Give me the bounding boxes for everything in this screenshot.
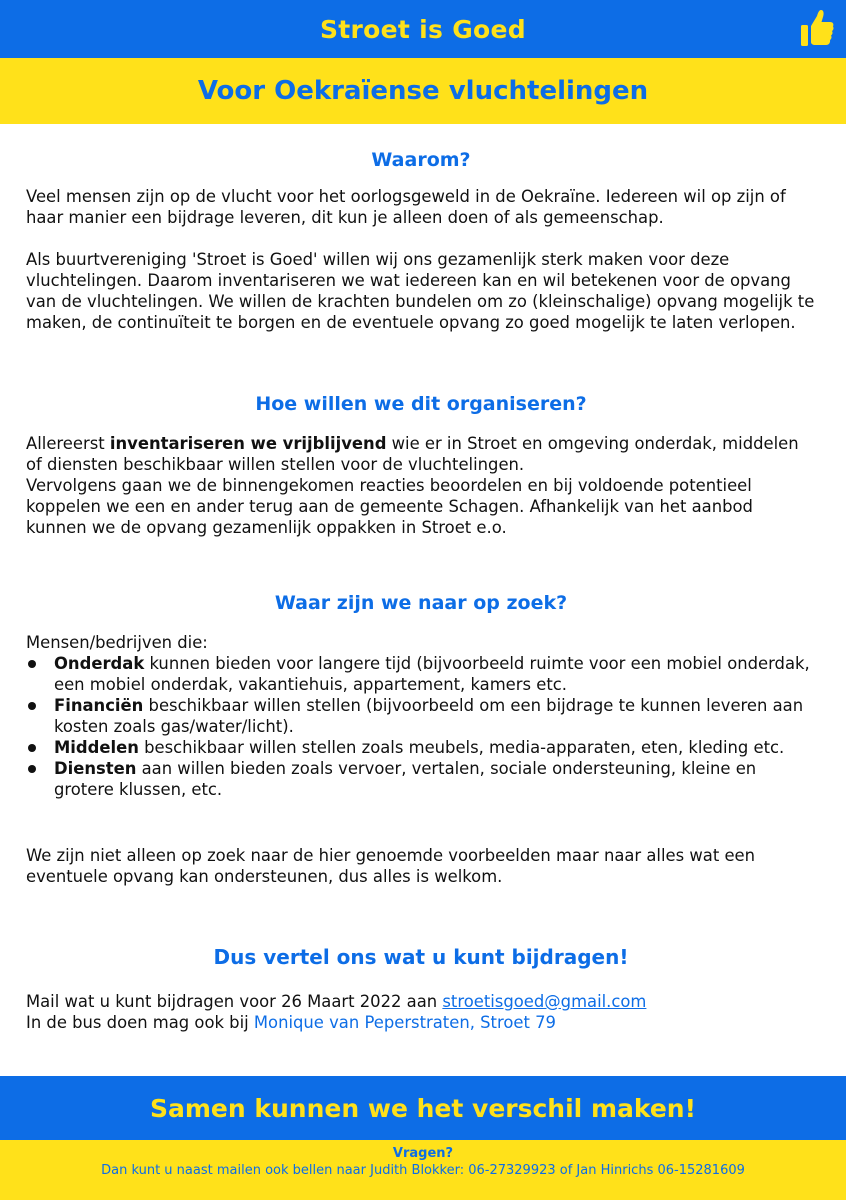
list-item: [26, 653, 816, 695]
header-bar: [0, 0, 846, 58]
list-item-text: aan willen bieden zoals vervoer, vertalen, sociale ondersteuning, kleine en grotere klussen, etc.: [54, 759, 757, 799]
bullet-icon: [28, 702, 36, 710]
needs-list: [26, 653, 816, 800]
list-item: [26, 758, 816, 800]
paragraph-waarom-1: Veel mensen zijn op de vlucht voor het oorlogsgeweld in de Oekraïne. Iedereen wil op zijn of haar manier een bijdrage leveren, dit kun je alleen doen of als gemeenschap.: [26, 187, 786, 227]
bullet-icon: [28, 660, 36, 668]
list-item-text: beschikbaar willen stellen (bijvoorbeeld om een bijdrage te kunnen leveren aan kosten zoals gas/water/licht).: [54, 696, 804, 736]
list-item-text: beschikbaar willen stellen zoals meubels, media-apparaten, eten, kleding etc.: [138, 738, 785, 757]
heading-waarom: Waarom?: [371, 149, 471, 171]
subtitle-band: [0, 58, 846, 124]
paragraph-waar-intro: Mensen/bedrijven die:: [26, 633, 208, 652]
hoe-text-start: Allereerst: [26, 434, 110, 453]
hoe-text-2: Vervolgens gaan we de binnengekomen reacties beoordelen en bij voldoende potentieel koppelen we een en ander terug aan de gemeente Schagen. Afhankelijk van het aanbod kunnen we de opvang gezamenlijk oppakken in Stroet e.o.: [26, 476, 753, 537]
list-item-bold: Middelen: [54, 738, 139, 757]
paragraph-hoe: [26, 433, 816, 538]
mail-text: Mail wat u kunt bijdragen voor 26 Maart 2022 aan: [26, 992, 443, 1011]
bus-address: Monique van Peperstraten, Stroet 79: [253, 1013, 556, 1032]
paragraph-waar-outro: We zijn niet alleen op zoek naar de hier genoemde voorbeelden maar naar alles wat een eventuele opvang kan ondersteunen, dus alles is welkom.: [26, 846, 756, 886]
slogan-bar: [0, 1076, 846, 1140]
heading-hoe: Hoe willen we dit organiseren?: [255, 393, 587, 415]
list-item-bold: Financiën: [54, 696, 144, 715]
paragraph-waarom-2: Als buurtvereniging 'Stroet is Goed' willen wij ons gezamenlijk sterk maken voor deze vluchtelingen. Daarom inventariseren we wat iedereen kan en wil betekenen voor de opvang van de vluchtelingen. We willen de krachten bundelen om zo (kleinschalige) opvang mogelijk te maken, de continuïteit te borgen en de eventuele opvang zo goed mogelijk te laten verlopen.: [26, 250, 815, 332]
slogan-text: Samen kunnen we het verschil maken!: [150, 1093, 696, 1123]
brand-title: Stroet is Goed: [320, 14, 526, 44]
list-item-bold: Onderdak: [54, 654, 145, 673]
heading-waar: Waar zijn we naar op zoek?: [274, 592, 568, 614]
hoe-text-bold: inventariseren we vrijblijvend: [109, 434, 387, 453]
list-item: [26, 737, 816, 758]
email-link[interactable]: stroetisgoed@gmail.com: [442, 992, 647, 1011]
footer-contact: Dan kunt u naast mailen ook bellen naar Judith Blokker: 06-27329923 of Jan Hinrichs 06-15281609: [101, 1163, 745, 1178]
list-item-text: kunnen bieden voor langere tijd (bijvoorbeeld ruimte voor een mobiel onderdak, een mobiel onderdak, vakantiehuis, appartement, kamers etc.: [54, 654, 810, 694]
bus-text: In de bus doen mag ook bij: [26, 1013, 254, 1032]
footer: [0, 1140, 846, 1200]
bullet-icon: [28, 765, 36, 773]
bullet-icon: [28, 744, 36, 752]
footer-question: Vragen?: [392, 1146, 454, 1161]
hoe-text-rest: wie er in Stroet en omgeving onderdak, middelen of diensten beschikbaar willen stellen voor de vluchtelingen.: [26, 434, 799, 474]
paragraph-contact: [26, 991, 816, 1033]
heading-dus: Dus vertel ons wat u kunt bijdragen!: [213, 945, 629, 969]
thumbs-up-icon: [800, 8, 834, 48]
page-subtitle: Voor Oekraïense vluchtelingen: [197, 76, 649, 106]
list-item-bold: Diensten: [54, 759, 137, 778]
list-item: [26, 695, 816, 737]
